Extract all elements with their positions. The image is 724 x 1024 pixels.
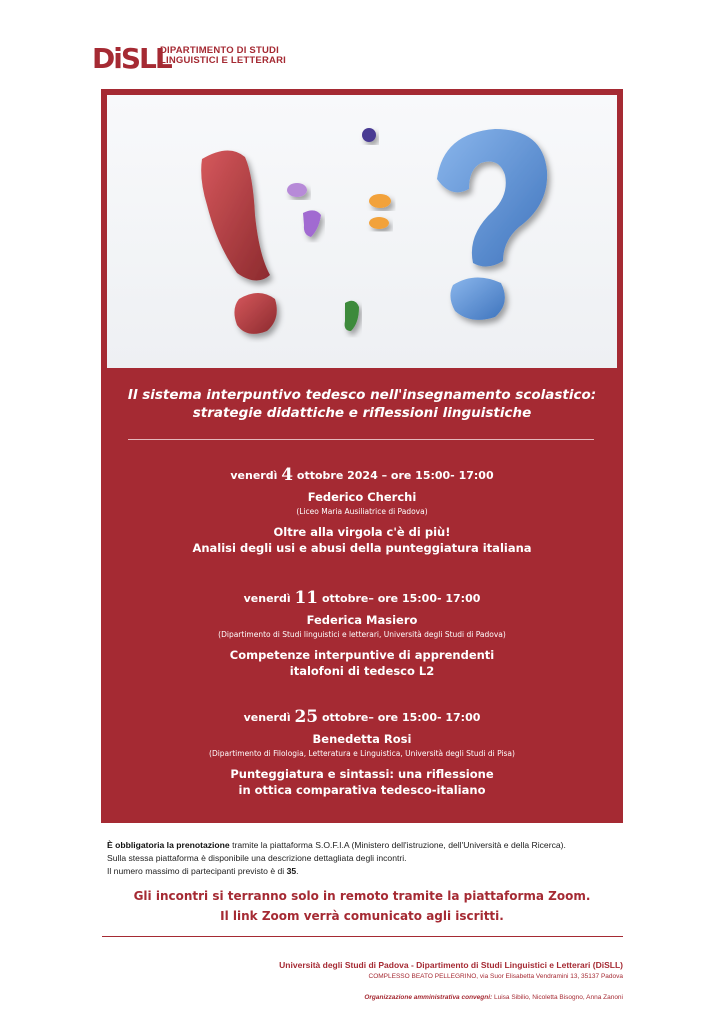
talk-line2: italofoni di tedesco L2	[289, 664, 435, 678]
info-line3-pre: Il numero massimo di partecipanti previsto è di	[107, 866, 287, 876]
talk-line1: Oltre alla virgola c'è di più!	[273, 525, 451, 539]
green-comma-shape	[345, 301, 359, 331]
event-poster	[101, 89, 623, 823]
session-day: 25	[294, 707, 319, 727]
footer	[279, 959, 623, 1003]
disll-logo	[92, 39, 286, 73]
colon-top-shape	[369, 194, 391, 208]
colon-bottom-shape	[369, 217, 389, 229]
session-day: 11	[294, 588, 319, 608]
logo-wordmark	[92, 39, 171, 75]
session-date	[101, 587, 623, 609]
organizers-label: Organizzazione amministrativa convegni:	[364, 994, 493, 1001]
info-line3	[107, 865, 627, 878]
exclamation-dot-shape	[234, 293, 276, 334]
session-3	[101, 706, 623, 798]
remote-line2: Il link Zoom verrà comunicato agli iscritti.	[220, 909, 504, 923]
session-affiliation: (Dipartimento di Studi linguistici e letterari, Università degli Studi di Padova)	[218, 630, 506, 639]
question-curve-shape	[437, 129, 547, 267]
footer-address: COMPLESSO BEATO PELLEGRINO, via Suor Elisabetta Vendramini 13, 35137 Padova	[368, 973, 623, 980]
talk-line1: Competenze interpuntive di apprendenti	[229, 648, 495, 662]
organizers-names: Luisa Sibilio, Nicoletta Bisogno, Anna Zanoni	[492, 994, 623, 1001]
department-line2: LINGUISTICI E LETTERARI	[160, 55, 286, 66]
talk-line2: in ottica comparativa tedesco-italiano	[238, 783, 486, 797]
session-speaker: Federico Cherchi	[307, 490, 417, 504]
info-bold: È obbligatoria la prenotazione	[107, 840, 230, 850]
session-date	[101, 706, 623, 728]
registration-info	[107, 839, 627, 878]
remote-line1: Gli incontri si terranno solo in remoto tramite la piattaforma Zoom.	[133, 889, 591, 903]
session-weekday: venerdì	[230, 469, 278, 482]
talk-line1: Punteggiatura e sintassi: una riflessione	[230, 767, 494, 781]
session-time: ottobre– ore 15:00- 17:00	[321, 711, 481, 724]
session-speaker: Federica Masiero	[306, 613, 418, 627]
footer-divider	[102, 936, 623, 937]
session-talk-title	[101, 524, 623, 556]
remote-notice	[0, 886, 724, 926]
session-speaker: Benedetta Rosi	[312, 732, 412, 746]
title-line1: Il sistema interpuntivo tedesco nell'insegnamento scolastico:	[127, 387, 597, 403]
info-line3-post: .	[296, 866, 299, 876]
session-2	[101, 587, 623, 679]
title-line2: strategie didattiche e riflessioni linguistiche	[192, 405, 532, 421]
session-date	[101, 464, 623, 486]
lilac-dot-shape	[287, 183, 307, 197]
session-weekday: venerdì	[243, 711, 291, 724]
punctuation-marks-graphic	[107, 95, 617, 368]
footer-organizers	[279, 992, 623, 1003]
session-talk-title	[101, 647, 623, 679]
question-dot-shape	[450, 277, 504, 319]
session-time: ottobre– ore 15:00- 17:00	[321, 592, 481, 605]
session-1	[101, 464, 623, 556]
logo-wordmark-text: DiSLL	[92, 42, 171, 75]
lilac-comma-shape	[303, 210, 321, 237]
footer-institution: Università degli Studi di Padova - Dipartimento di Studi Linguistici e Letterari (DiSLL)	[279, 960, 623, 970]
punctuation-illustration	[107, 95, 617, 368]
session-day: 4	[281, 465, 294, 485]
event-title	[101, 386, 623, 422]
purple-dot-shape	[362, 128, 376, 142]
session-talk-title	[101, 766, 623, 798]
info-line2: Sulla stessa piattaforma è disponibile una descrizione dettagliata degli incontri.	[107, 853, 407, 863]
info-rest: tramite la piattaforma S.O.F.I.A (Ministero dell'istruzione, dell'Università e della Ricerca).	[229, 840, 566, 850]
info-line1	[107, 839, 627, 852]
session-affiliation: (Dipartimento di Filologia, Letteratura e Linguistica, Università degli Studi di Pisa)	[209, 749, 515, 758]
logo-mark	[92, 39, 171, 75]
exclamation-bar-shape	[201, 150, 270, 280]
department-name	[160, 46, 286, 66]
session-weekday: venerdì	[243, 592, 291, 605]
session-time: ottobre 2024 – ore 15:00- 17:00	[296, 469, 494, 482]
department-line1: DIPARTIMENTO DI STUDI	[160, 45, 279, 56]
session-affiliation: (Liceo Maria Ausiliatrice di Padova)	[296, 507, 428, 516]
talk-line2: Analisi degli usi e abusi della punteggiatura italiana	[192, 541, 532, 555]
title-divider	[128, 439, 594, 440]
info-max-participants: 35	[286, 866, 297, 876]
